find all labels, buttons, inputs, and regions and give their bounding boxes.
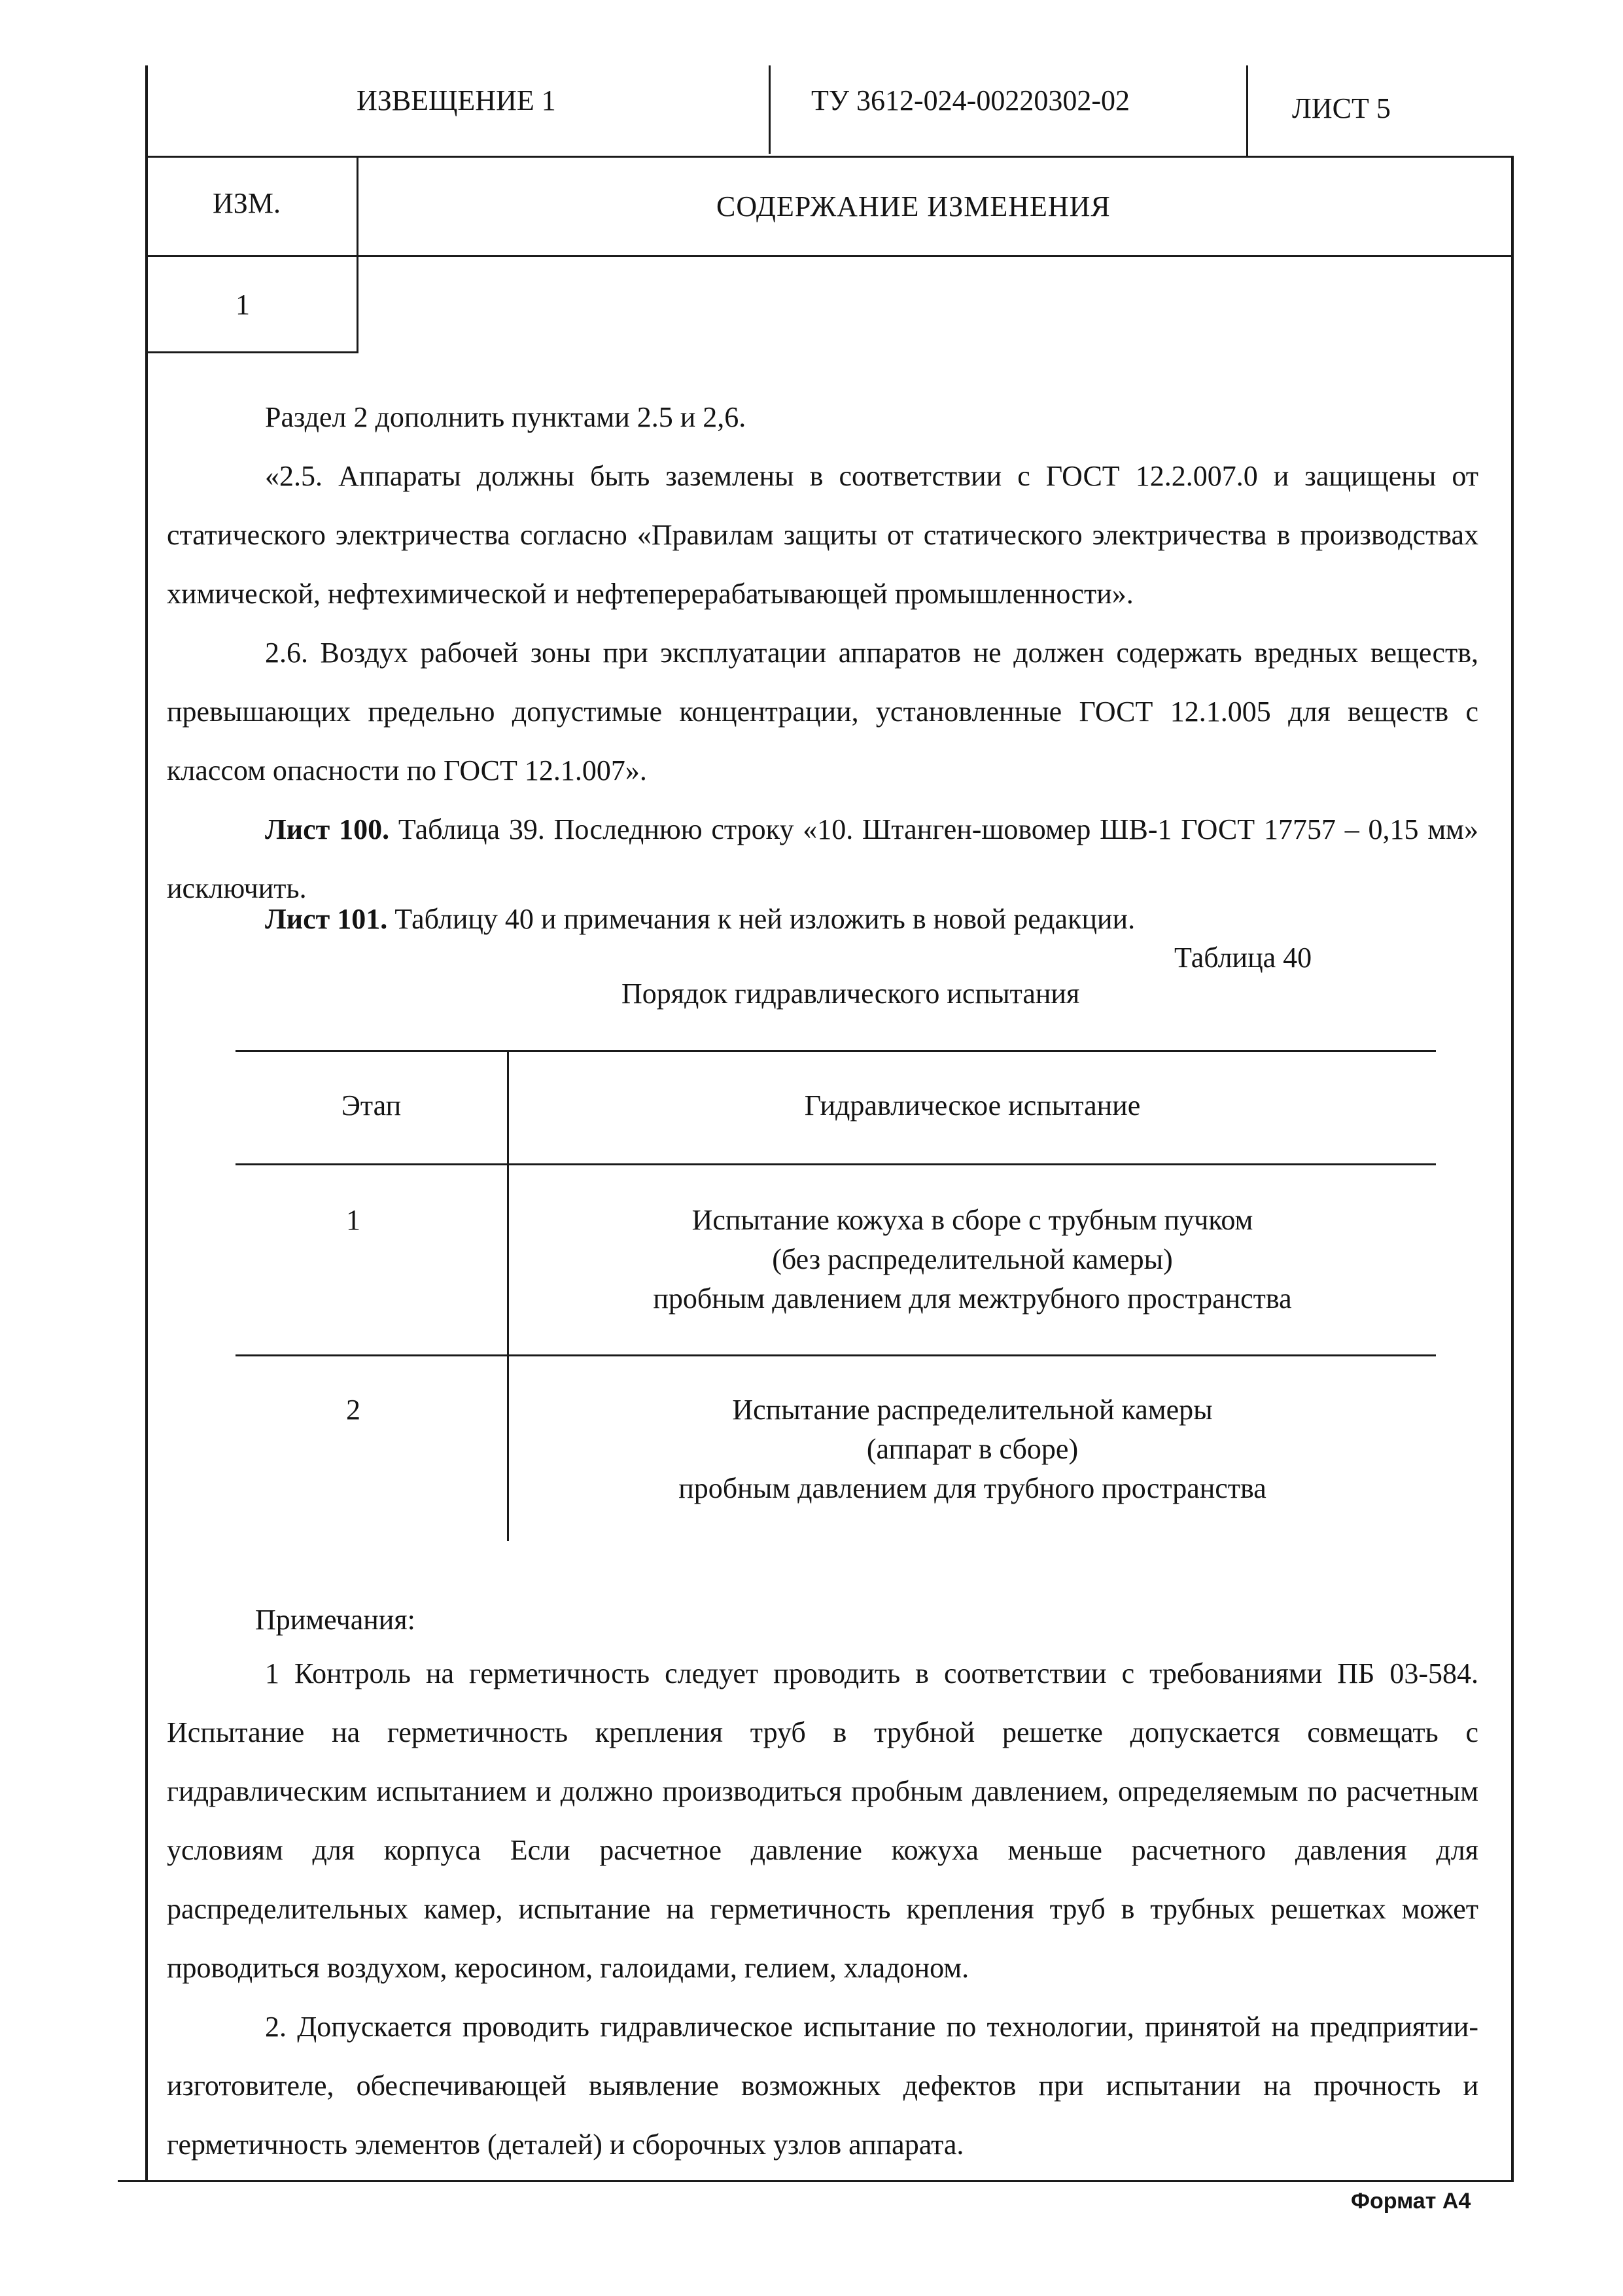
- table-row-1-description: [509, 1201, 1436, 1318]
- row-2-line-2: (аппарат в сборе): [866, 1433, 1079, 1465]
- table-title: Порядок гидравлического испытания: [621, 978, 1080, 1010]
- paragraph-sheet-101: [167, 890, 1478, 949]
- paragraph-section-2-text: Раздел 2 дополнить пунктами 2.5 и 2,6.: [265, 401, 746, 433]
- change-col-divider: [357, 157, 358, 353]
- row-1-line-3: пробным давлением для межтрубного пространства: [653, 1282, 1292, 1315]
- row-2-line-1: Испытание распределительной камеры: [732, 1394, 1213, 1426]
- notes-heading: Примечания:: [255, 1604, 415, 1636]
- row-1-line-1: Испытание кожуха в сборе с трубным пучком: [691, 1204, 1253, 1236]
- header-divider-1: [769, 65, 771, 154]
- document-code: ТУ 3612-024-00220302-02: [811, 84, 1130, 116]
- note-2: [167, 1998, 1478, 2174]
- sheet-101-text: Таблицу 40 и примечания к ней изложить в новой редакции.: [387, 903, 1136, 935]
- paragraph-2-5: [167, 447, 1478, 624]
- change-number-bottom: [145, 351, 358, 353]
- sheet-101-ref: Лист 101.: [265, 903, 388, 935]
- format-label: Формат А4: [1351, 2189, 1471, 2214]
- note-2-text: 2. Допускается проводить гидравлическое испытание по технологии, принятой на предприятии-изготовителе, обеспечивающей выявление возможных дефектов при испытании на прочность и герметичность элементов (деталей) и сборочных узлов аппарата.: [167, 2011, 1478, 2161]
- footer-line: [118, 2180, 1514, 2182]
- frame-right-border: [1511, 157, 1514, 2182]
- table-number: Таблица 40: [1174, 942, 1312, 974]
- row-2-line-3: пробным давлением для трубного пространства: [678, 1472, 1266, 1504]
- content-column-label: СОДЕРЖАНИЕ ИЗМЕНЕНИЯ: [716, 190, 1111, 222]
- sheet-label: ЛИСТ 5: [1292, 92, 1391, 124]
- table-row-1-stage: 1: [346, 1204, 360, 1236]
- paragraph-2-6: [167, 624, 1478, 800]
- table-header-stage: Этап: [341, 1089, 402, 1122]
- note-1: [167, 1644, 1478, 1998]
- change-number: 1: [236, 289, 250, 321]
- header-divider-2: [1246, 65, 1248, 157]
- table-row-separator: [236, 1354, 1436, 1356]
- sheet-100-ref: Лист 100.: [265, 813, 390, 845]
- header-row-line-2: [145, 255, 1514, 257]
- table-row-2-stage: 2: [346, 1394, 360, 1426]
- header-row-line-1: [145, 156, 1514, 158]
- notice-label: ИЗВЕЩЕНИЕ 1: [357, 84, 556, 116]
- sheet-100-text: Таблица 39. Последнюю строку «10. Штанген-шовомер ШВ-1 ГОСТ 17757 – 0,15 мм» исключить.: [167, 813, 1479, 904]
- table-header-test: Гидравлическое испытание: [804, 1089, 1141, 1122]
- note-1-text: 1 Контроль на герметичность следует проводить в соответствии с требованиями ПБ 03-584. Испытание на герметичность крепления труб в трубной решетке допускается совмещать с гидравлическим испытанием и должно производиться пробным давлением, определяемым по расчетным условиям для корпуса Если расчетное давление кожуха меньше расчетного давления для распределительных камер, испытание на герметичность крепления труб в трубных решетках может проводиться воздухом, керосином, галоидами, гелием, хладоном.: [167, 1657, 1478, 1984]
- paragraph-2-6-text: 2.6. Воздух рабочей зоны при эксплуатации аппаратов не должен содержать вредных веществ, превышающих предельно допустимые концентрации, установленные ГОСТ 12.1.005 для веществ с классом опасности по ГОСТ 12.1.007».: [167, 637, 1478, 786]
- change-column-label: ИЗМ.: [213, 187, 281, 219]
- paragraph-2-5-text: «2.5. Аппараты должны быть заземлены в соответствии с ГОСТ 12.2.007.0 и защищены от статического электричества согласно «Правилам защиты от статического электричества в производствах химической, нефтехимической и нефтеперерабатывающей промышленности».: [167, 460, 1478, 610]
- table-row-2-description: [509, 1390, 1436, 1508]
- table-top-border: [236, 1050, 1436, 1052]
- paragraph-section-2: [167, 388, 1478, 447]
- frame-left-border: [145, 65, 148, 2182]
- row-1-line-2: (без распределительной камеры): [772, 1243, 1173, 1275]
- table-header-bottom: [236, 1163, 1436, 1165]
